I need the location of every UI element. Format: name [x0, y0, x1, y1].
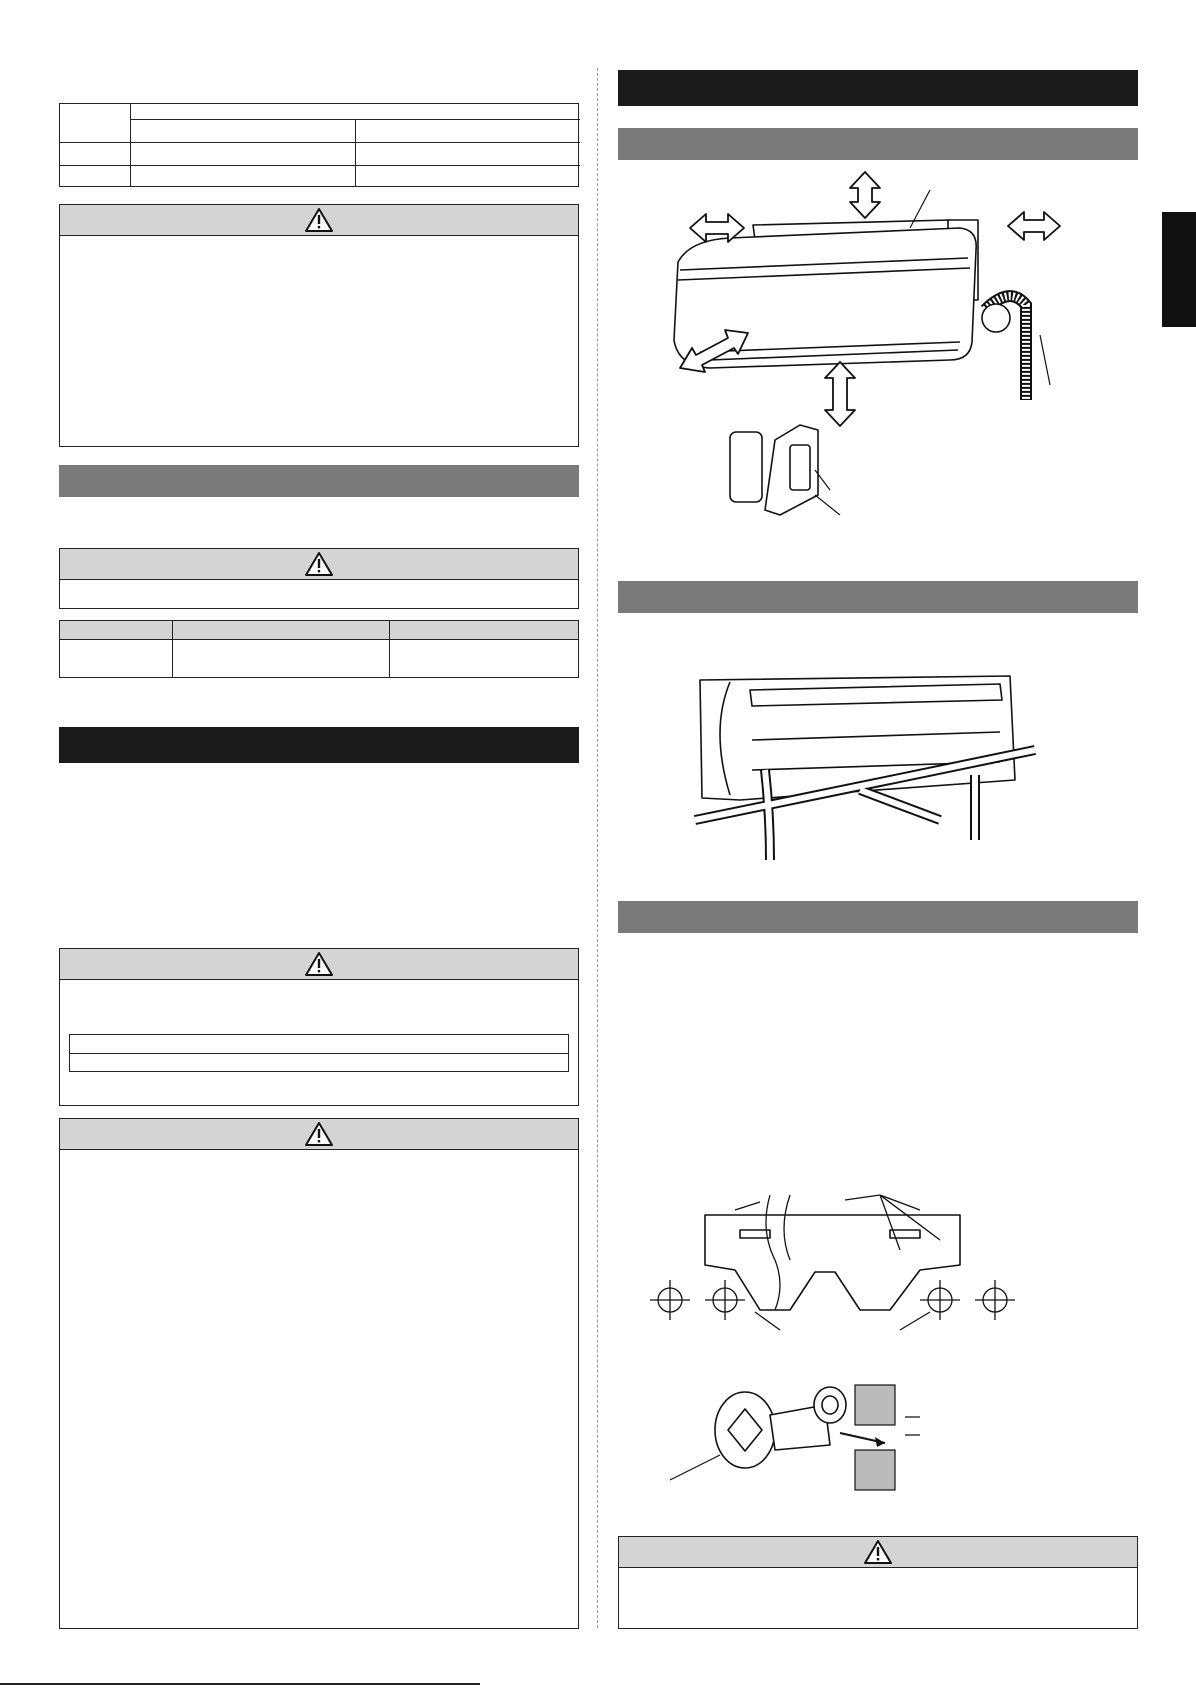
table-rule: [130, 104, 131, 186]
wall-hole-figure: [680, 1375, 940, 1495]
section-bar-right-1: [618, 128, 1138, 160]
small-table-header: [60, 621, 578, 640]
section-bar-right-dark: [618, 70, 1138, 106]
warning-box-right: [618, 1536, 1138, 1629]
warning-box-2: [59, 548, 579, 609]
table-rule: [355, 119, 356, 186]
column-divider: [597, 68, 598, 1628]
warning-triangle-icon: [304, 551, 334, 577]
warning-header: [60, 1119, 578, 1150]
warning-header: [60, 205, 578, 236]
warning-header: [60, 949, 578, 980]
indoor-unit-clearance-figure: [640, 170, 1100, 530]
small-table: [59, 620, 579, 678]
table-rule: [60, 142, 580, 143]
warning-header: [619, 1537, 1137, 1568]
section-bar-left-1: [59, 465, 579, 497]
section-bar-right-3: [618, 901, 1138, 933]
warning-triangle-icon: [863, 1539, 893, 1565]
warning-box-1: [59, 204, 579, 447]
table-rule: [70, 1053, 568, 1054]
spec-table: [59, 103, 579, 187]
table-rule: [172, 621, 173, 677]
footer-rule: [0, 1683, 480, 1685]
table-rule: [60, 165, 580, 166]
warning-triangle-icon: [304, 207, 334, 233]
language-side-tab: [1162, 212, 1196, 327]
warning-header: [60, 549, 578, 580]
table-rule: [389, 621, 390, 677]
warning-box-3: [59, 948, 579, 1106]
mounting-plate-figure: [650, 1190, 1030, 1340]
warning-box-4: [59, 1118, 579, 1629]
section-bar-right-2: [618, 581, 1138, 613]
warning-triangle-icon: [304, 1121, 334, 1147]
inner-table: [69, 1034, 569, 1072]
piping-routing-figure: [690, 670, 1070, 870]
section-bar-left-dark: [59, 727, 579, 763]
warning-triangle-icon: [304, 951, 334, 977]
